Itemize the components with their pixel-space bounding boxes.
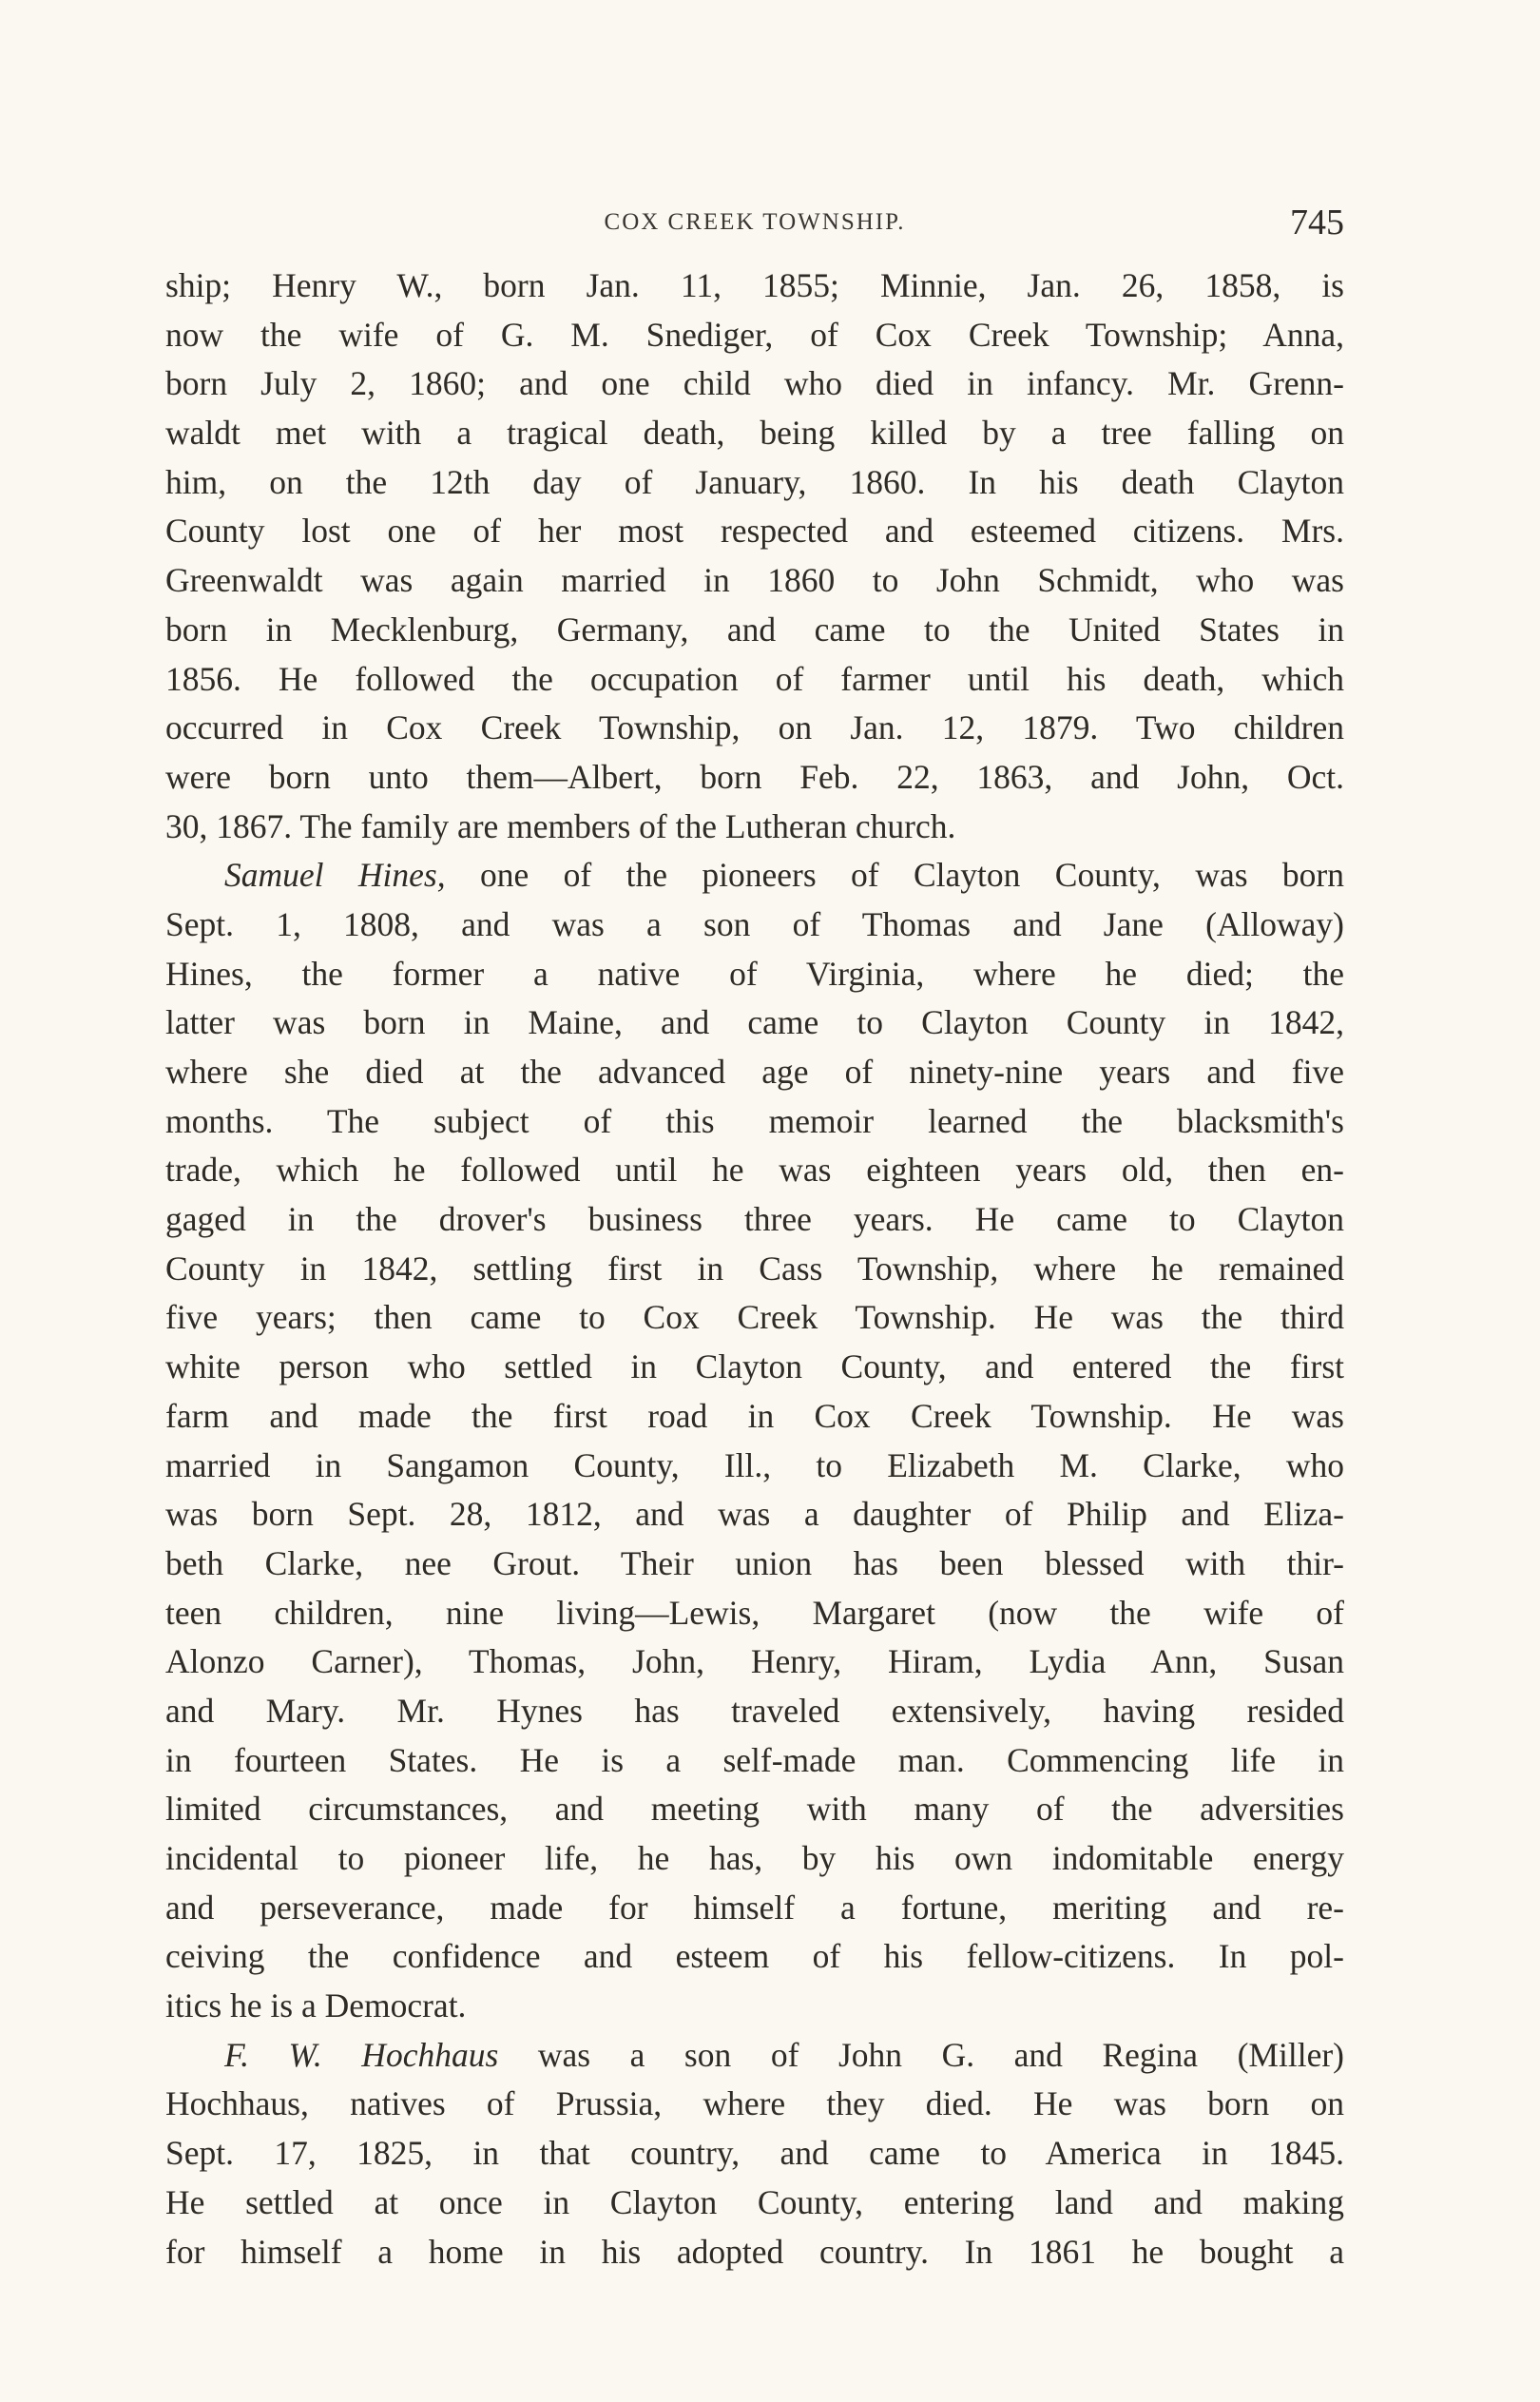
line-text: itics he is a Democrat. (165, 1986, 467, 2025)
text-line (165, 556, 1344, 606)
line-text: Sept. 17, 1825, in that country, and came to America in 1845. (165, 2134, 1344, 2173)
text-line (165, 507, 1344, 556)
line-text: born in Mecklenburg, Germany, and came to the United States in (165, 610, 1344, 649)
text-line (165, 2080, 1344, 2129)
text-line (165, 1736, 1344, 1786)
line-text: him, on the 12th day of January, 1860. In his death Clayton (165, 462, 1344, 501)
line-text: 1856. He followed the occupation of farmer until his death, which (165, 659, 1344, 698)
text-line (165, 2129, 1344, 2179)
text-line (165, 2228, 1344, 2277)
line-text: were born unto them—Albert, born Feb. 22, 1863, and John, Oct. (165, 757, 1344, 796)
body-text (165, 262, 1344, 2276)
text-line (165, 2179, 1344, 2228)
page-number: 745 (1290, 203, 1344, 242)
line-text: and Mary. Mr. Hynes has traveled extensively, having resided (165, 1691, 1344, 1730)
text-line (165, 1245, 1344, 1294)
text-line (165, 606, 1344, 655)
text-line (165, 1392, 1344, 1442)
line-text: was a son of John G. and Regina (Miller) (498, 2035, 1344, 2074)
line-text: 30, 1867. The family are members of the Lutheran church. (165, 806, 956, 845)
line-text: Hochhaus, natives of Prussia, where they died. He was born on (165, 2084, 1344, 2123)
line-text: gaged in the drover's business three years. He came to Clayton (165, 1200, 1344, 1239)
line-text: limited circumstances, and meeting with many of the adversities (165, 1790, 1344, 1829)
text-line (165, 753, 1344, 803)
text-line (165, 359, 1344, 409)
text-line (165, 1834, 1344, 1884)
line-text: ceiving the confidence and esteem of his fellow-citizens. In pol- (165, 1937, 1344, 1976)
text-line (165, 998, 1344, 1048)
text-line (165, 950, 1344, 999)
text-line (165, 1343, 1344, 1392)
line-text: one of the pioneers of Clayton County, was born (445, 856, 1344, 895)
line-text: Alonzo Carner), Thomas, John, Henry, Hiram, Lydia Ann, Susan (165, 1642, 1344, 1681)
person-name: F. W. Hochhaus (224, 2035, 499, 2074)
text-line (165, 1589, 1344, 1638)
text-line (165, 1982, 1344, 2031)
text-line (165, 901, 1344, 950)
line-text: beth Clarke, nee Grout. Their union has been blessed with thir- (165, 1543, 1344, 1582)
line-text: five years; then came to Cox Creek Township. He was the third (165, 1298, 1344, 1337)
line-text: County in 1842, settling first in Cass Township, where he remained (165, 1249, 1344, 1288)
line-text: farm and made the first road in Cox Creek Township. He was (165, 1396, 1344, 1435)
line-text: white person who settled in Clayton County, and entered the first (165, 1347, 1344, 1386)
line-text: months. The subject of this memoir learned the blacksmith's (165, 1101, 1344, 1140)
text-line (165, 1932, 1344, 1982)
running-title: COX CREEK TOWNSHIP. (604, 209, 906, 235)
line-text: ship; Henry W., born Jan. 11, 1855; Minnie, Jan. 26, 1858, is (165, 266, 1344, 304)
text-line (165, 1293, 1344, 1343)
person-name: Samuel Hines, (224, 856, 446, 895)
line-text: born July 2, 1860; and one child who died in infancy. Mr. Grenn- (165, 364, 1344, 403)
text-line (165, 458, 1344, 508)
line-text: latter was born in Maine, and came to Clayton County in 1842, (165, 1003, 1344, 1042)
text-line (165, 311, 1344, 360)
text-line (165, 655, 1344, 705)
text-line (165, 1490, 1344, 1540)
line-text: Greenwaldt was again married in 1860 to John Schmidt, who was (165, 561, 1344, 600)
text-line (165, 1687, 1344, 1736)
text-line (165, 1442, 1344, 1491)
text-line (165, 1884, 1344, 1933)
text-line (165, 851, 1344, 901)
text-line (165, 1048, 1344, 1097)
line-text: He settled at once in Clayton County, entering land and making (165, 2182, 1344, 2221)
line-text: where she died at the advanced age of ninety-nine years and five (165, 1053, 1344, 1091)
line-text: incidental to pioneer life, he has, by his own indomitable energy (165, 1839, 1344, 1877)
text-line (165, 1195, 1344, 1245)
line-text: teen children, nine living—Lewis, Margaret (now the wife of (165, 1593, 1344, 1632)
line-text: was born Sept. 28, 1812, and was a daughter of Philip and Eliza- (165, 1495, 1344, 1534)
line-text: Sept. 1, 1808, and was a son of Thomas and Jane (Alloway) (165, 904, 1344, 943)
line-text: married in Sangamon County, Ill., to Elizabeth M. Clarke, who (165, 1445, 1344, 1484)
text-line (165, 1146, 1344, 1195)
running-head (165, 202, 1344, 249)
text-line (165, 704, 1344, 753)
line-text: and perseverance, made for himself a fortune, meriting and re- (165, 1888, 1344, 1927)
line-text: for himself a home in his adopted country. In 1861 he bought a (165, 2232, 1344, 2271)
line-text: waldt met with a tragical death, being killed by a tree falling on (165, 414, 1344, 453)
text-line (165, 803, 1344, 852)
text-line (165, 1097, 1344, 1147)
text-line (165, 2031, 1344, 2081)
line-text: now the wife of G. M. Snediger, of Cox Creek Township; Anna, (165, 315, 1344, 354)
text-line (165, 1637, 1344, 1687)
text-line (165, 409, 1344, 458)
text-line (165, 1540, 1344, 1589)
line-text: trade, which he followed until he was eighteen years old, then en- (165, 1151, 1344, 1190)
text-line (165, 1785, 1344, 1834)
line-text: in fourteen States. He is a self-made man. Commencing life in (165, 1740, 1344, 1779)
line-text: occurred in Cox Creek Township, on Jan. 12, 1879. Two children (165, 708, 1344, 747)
line-text: Hines, the former a native of Virginia, where he died; the (165, 954, 1344, 993)
line-text: County lost one of her most respected and esteemed citizens. Mrs. (165, 512, 1344, 551)
text-line (165, 262, 1344, 311)
